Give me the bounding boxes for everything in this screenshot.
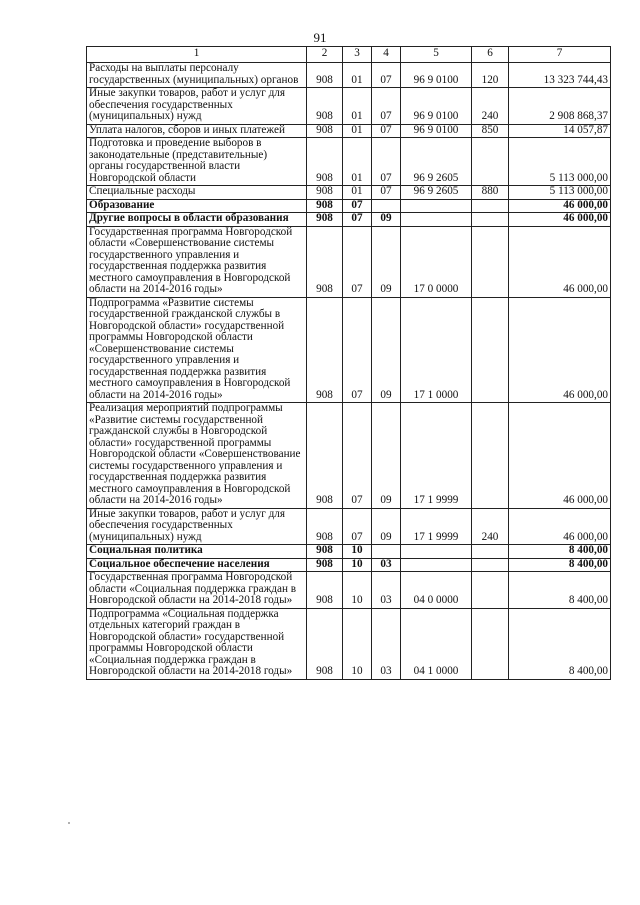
row-code-target: 17 1 0000	[401, 297, 472, 403]
row-amount: 46 000,00	[509, 403, 611, 509]
row-code-section: 01	[343, 88, 372, 125]
row-code-subsection: 09	[372, 403, 401, 509]
row-code-target: 17 1 9999	[401, 508, 472, 545]
header-col-5: 5	[401, 47, 472, 63]
row-code-ministry: 908	[307, 558, 343, 572]
row-code-subsection	[372, 199, 401, 213]
row-code-expense-type	[472, 545, 509, 559]
row-code-ministry: 908	[307, 186, 343, 200]
row-code-target: 96 9 2605	[401, 138, 472, 186]
header-col-4: 4	[372, 47, 401, 63]
row-code-ministry: 908	[307, 403, 343, 509]
row-code-section: 07	[343, 403, 372, 509]
row-code-section: 10	[343, 558, 372, 572]
row-code-subsection: 03	[372, 572, 401, 609]
row-amount: 5 113 000,00	[509, 186, 611, 200]
row-name: Подпрограмма «Социальная поддержка отдельных категорий граждан в Новгородской области» государственной программы Новгородской области «Социальная поддержка граждан в Новгородской области на 2014-2018 годы»	[87, 608, 307, 679]
row-name: Подготовка и проведение выборов в законодательные (представительные) органы государственной власти Новгородской области	[87, 138, 307, 186]
row-code-expense-type	[472, 213, 509, 227]
row-code-target: 04 0 0000	[401, 572, 472, 609]
row-code-expense-type	[472, 403, 509, 509]
row-amount: 46 000,00	[509, 213, 611, 227]
row-name: Другие вопросы в области образования	[87, 213, 307, 227]
row-name: Иные закупки товаров, работ и услуг для обеспечения государственных (муниципальных) нужд	[87, 88, 307, 125]
header-col-1: 1	[87, 47, 307, 63]
table-row	[87, 199, 611, 213]
scan-speck	[68, 822, 70, 824]
page-number: 91	[313, 30, 327, 45]
row-code-expense-type	[472, 572, 509, 609]
table-row	[87, 572, 611, 609]
table-row	[87, 403, 611, 509]
row-code-subsection: 07	[372, 186, 401, 200]
row-amount: 2 908 868,37	[509, 88, 611, 125]
row-code-expense-type	[472, 199, 509, 213]
row-code-subsection: 09	[372, 226, 401, 297]
row-code-section: 10	[343, 572, 372, 609]
row-code-ministry: 908	[307, 508, 343, 545]
table-row	[87, 508, 611, 545]
row-code-subsection: 07	[372, 88, 401, 125]
row-code-expense-type: 880	[472, 186, 509, 200]
table-row	[87, 297, 611, 403]
table-row	[87, 213, 611, 227]
row-amount: 13 323 744,43	[509, 63, 611, 88]
row-code-section: 01	[343, 124, 372, 138]
row-code-expense-type	[472, 138, 509, 186]
row-code-subsection: 03	[372, 608, 401, 679]
row-code-target	[401, 545, 472, 559]
row-amount: 46 000,00	[509, 199, 611, 213]
row-name: Социальное обеспечение населения	[87, 558, 307, 572]
table-row	[87, 186, 611, 200]
table-row	[87, 608, 611, 679]
row-code-target: 04 1 0000	[401, 608, 472, 679]
row-code-ministry: 908	[307, 63, 343, 88]
row-name: Расходы на выплаты персоналу государственных (муниципальных) органов	[87, 63, 307, 88]
row-code-ministry: 908	[307, 572, 343, 609]
row-code-subsection: 09	[372, 297, 401, 403]
table-row	[87, 545, 611, 559]
row-code-subsection: 03	[372, 558, 401, 572]
row-code-target	[401, 213, 472, 227]
row-code-ministry: 908	[307, 213, 343, 227]
row-amount: 5 113 000,00	[509, 138, 611, 186]
row-code-expense-type: 120	[472, 63, 509, 88]
row-code-expense-type	[472, 608, 509, 679]
row-code-subsection: 09	[372, 508, 401, 545]
row-code-subsection: 09	[372, 213, 401, 227]
row-code-section: 10	[343, 545, 372, 559]
row-code-target	[401, 199, 472, 213]
row-code-section: 01	[343, 63, 372, 88]
row-code-section: 01	[343, 186, 372, 200]
row-code-section: 10	[343, 608, 372, 679]
row-code-expense-type	[472, 558, 509, 572]
row-code-subsection: 07	[372, 138, 401, 186]
row-code-expense-type	[472, 226, 509, 297]
row-name: Государственная программа Новгородской области «Совершенствование системы государственного управления и государственная поддержка развития местного самоуправления в Новгородской области на 2014-2016 годы»	[87, 226, 307, 297]
row-code-target: 17 1 9999	[401, 403, 472, 509]
row-code-target	[401, 558, 472, 572]
row-amount: 8 400,00	[509, 558, 611, 572]
row-code-ministry: 908	[307, 545, 343, 559]
row-code-target: 96 9 0100	[401, 88, 472, 125]
row-code-target: 96 9 0100	[401, 124, 472, 138]
table-row	[87, 124, 611, 138]
table-row	[87, 88, 611, 125]
row-code-ministry: 908	[307, 226, 343, 297]
header-col-7: 7	[509, 47, 611, 63]
row-name: Образование	[87, 199, 307, 213]
table-row	[87, 138, 611, 186]
row-code-expense-type: 240	[472, 508, 509, 545]
row-name: Иные закупки товаров, работ и услуг для обеспечения государственных (муниципальных) нужд	[87, 508, 307, 545]
row-name: Специальные расходы	[87, 186, 307, 200]
row-amount: 8 400,00	[509, 608, 611, 679]
row-code-subsection	[372, 545, 401, 559]
row-code-section: 07	[343, 297, 372, 403]
row-amount: 8 400,00	[509, 545, 611, 559]
row-name: Реализация мероприятий подпрограммы «Развитие системы государственной гражданской службы в Новгородской области» государственной программы Новгородской области «Совершенствование системы государственного управления и государственная поддержка развития местного самоуправления в Новгородской области на 2014-2016 годы»	[87, 403, 307, 509]
row-code-ministry: 908	[307, 199, 343, 213]
row-code-expense-type: 850	[472, 124, 509, 138]
row-amount: 46 000,00	[509, 297, 611, 403]
row-code-section: 07	[343, 508, 372, 545]
row-name: Уплата налогов, сборов и иных платежей	[87, 124, 307, 138]
row-amount: 46 000,00	[509, 226, 611, 297]
row-code-section: 07	[343, 213, 372, 227]
row-amount: 8 400,00	[509, 572, 611, 609]
row-name: Государственная программа Новгородской области «Социальная поддержка граждан в Новгородской области на 2014-2018 годы»	[87, 572, 307, 609]
row-code-expense-type: 240	[472, 88, 509, 125]
row-code-target: 96 9 0100	[401, 63, 472, 88]
row-name: Социальная политика	[87, 545, 307, 559]
row-code-target: 96 9 2605	[401, 186, 472, 200]
table-row	[87, 63, 611, 88]
row-amount: 46 000,00	[509, 508, 611, 545]
table-row	[87, 558, 611, 572]
table-header-row	[87, 47, 611, 63]
budget-table	[86, 46, 611, 680]
row-code-section: 07	[343, 199, 372, 213]
row-code-ministry: 908	[307, 124, 343, 138]
row-code-subsection: 07	[372, 63, 401, 88]
row-code-section: 07	[343, 226, 372, 297]
row-code-ministry: 908	[307, 138, 343, 186]
header-col-6: 6	[472, 47, 509, 63]
row-code-subsection: 07	[372, 124, 401, 138]
row-code-target: 17 0 0000	[401, 226, 472, 297]
row-code-section: 01	[343, 138, 372, 186]
table-row	[87, 226, 611, 297]
header-col-3: 3	[343, 47, 372, 63]
row-code-ministry: 908	[307, 297, 343, 403]
row-code-expense-type	[472, 297, 509, 403]
row-amount: 14 057,87	[509, 124, 611, 138]
row-code-ministry: 908	[307, 608, 343, 679]
row-code-ministry: 908	[307, 88, 343, 125]
header-col-2: 2	[307, 47, 343, 63]
row-name: Подпрограмма «Развитие системы государственной гражданской службы в Новгородской области» государственной программы Новгородской области «Совершенствование системы государственного управления и государственная поддержка развития местного самоуправления в Новгородской области на 2014-2016 годы»	[87, 297, 307, 403]
